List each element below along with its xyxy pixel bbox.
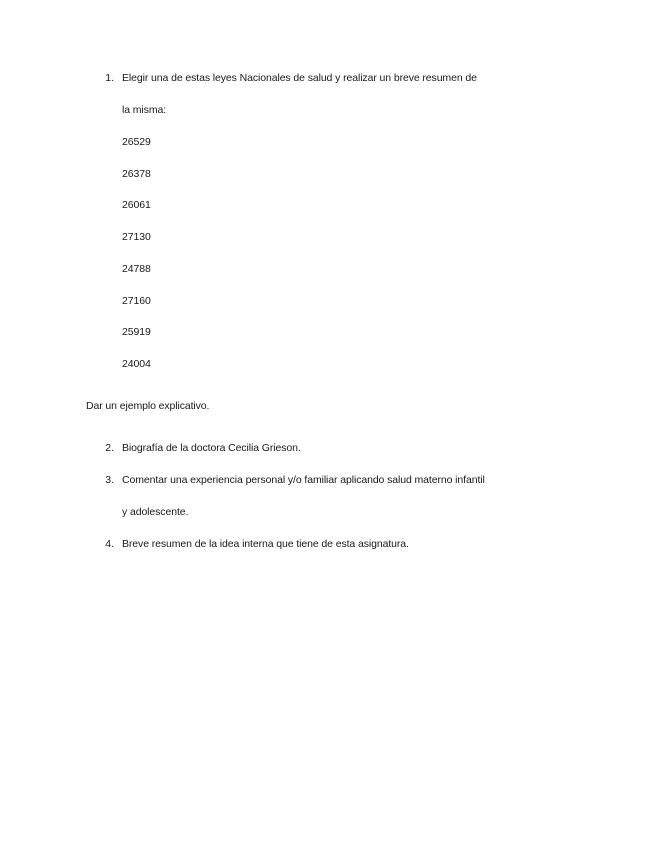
list-number: 2. [105, 442, 114, 454]
item-1-text-line-1: Elegir una de estas leyes Nacionales de salud y realizar un breve resumen de [122, 72, 477, 84]
item-3-text-line-1: Comentar una experiencia personal y/o familiar aplicando salud materno infantil [122, 474, 485, 486]
item-1-text-line-2: la misma: [122, 104, 167, 116]
law-number: 24788 [122, 263, 151, 275]
law-number: 26529 [122, 136, 151, 148]
item-2-text: Biografía de la doctora Cecilia Grieson. [122, 442, 301, 454]
item-4-text: Breve resumen de la idea interna que tiene de esta asignatura. [122, 538, 409, 550]
law-number: 24004 [122, 358, 151, 370]
item-3-text-line-2: y adolescente. [122, 506, 189, 518]
law-number: 25919 [122, 326, 151, 338]
list-number: 1. [105, 72, 114, 84]
list-number: 3. [105, 474, 114, 486]
law-number: 27130 [122, 231, 151, 243]
law-number: 26378 [122, 168, 151, 180]
law-number: 26061 [122, 199, 151, 211]
law-number: 27160 [122, 295, 151, 307]
list-number: 4. [105, 538, 114, 550]
explanatory-note: Dar un ejemplo explicativo. [86, 400, 210, 412]
